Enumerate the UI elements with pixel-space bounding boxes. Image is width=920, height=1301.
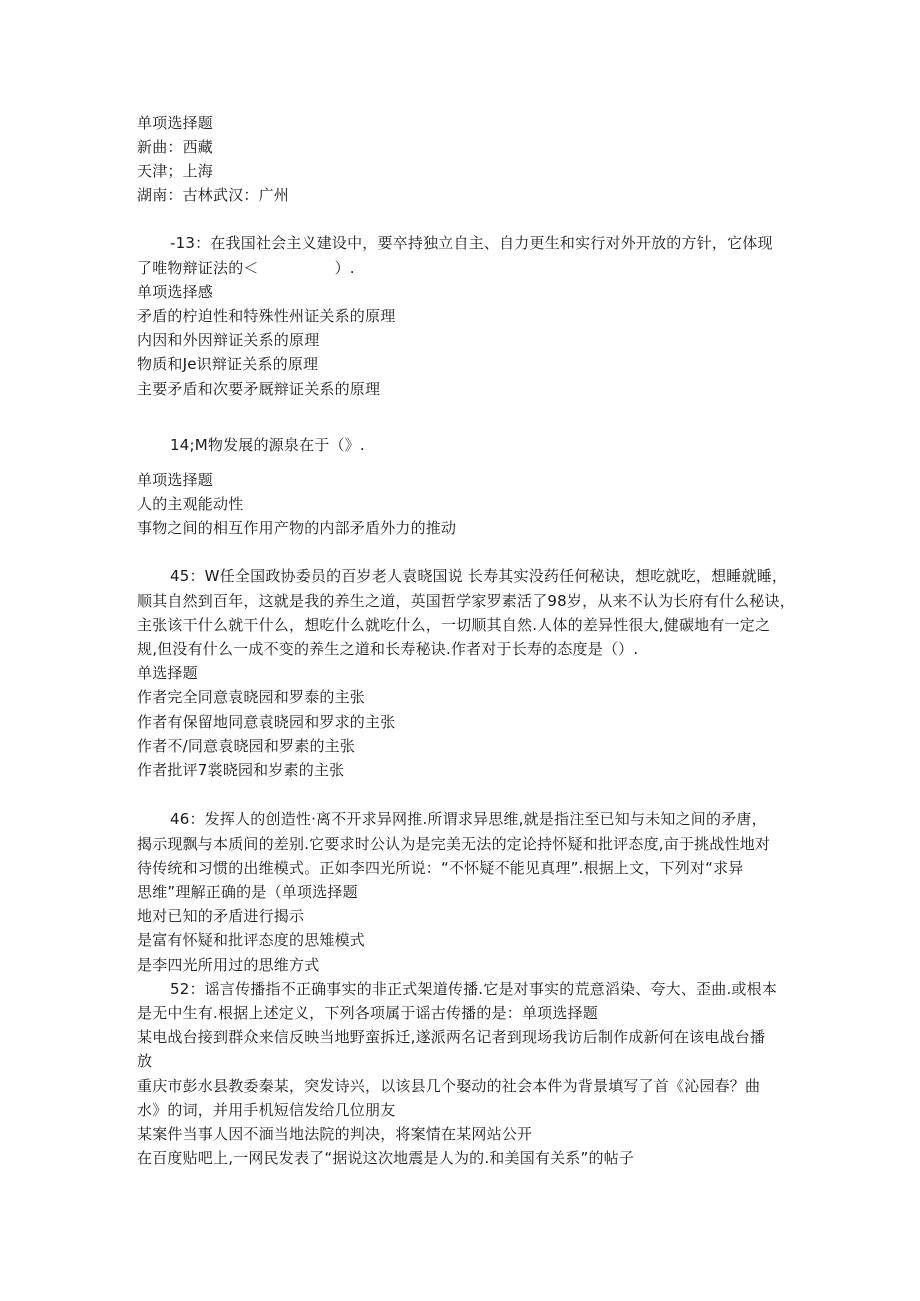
option-line: 矛盾的柠迫性和特殊性州证关系的原理 [137,307,396,325]
option-line: 在百度贴吧上,一网民发表了“据说这次地震是人为的.和美国有关系”的帖子 [137,1149,635,1167]
option-line: 地对已知的矛盾进行揭示 [137,907,305,925]
question-13-line: 了唯物辩证法的＜ ）. [137,259,355,277]
question-45-line: 主张该干什么就干什么，想吃什么就吃什么，一切顺其自然.人体的差异性很大,健碳地有一定之 [137,616,771,634]
question-46-line: 待传统和习惯的出维模式。正如李四光所说：“不怀疑不能见真理”.根据上文，下列对“求异 [137,859,744,877]
option-line: 作者有保留地同意袁晓园和罗求的主张 [137,713,396,731]
option-line: 湖南：古林武汉：广州 [137,186,290,204]
question-type-label: 单选择题 [137,664,198,682]
question-52-line: 是无中生有.根据上述定义，下列各项属于谣古传播的是：单项选择题 [137,1004,598,1022]
option-line: 主要矛盾和次要矛厩辩证关系的原理 [137,380,381,398]
question-type-label: 单项选择题 [137,471,214,489]
option-line: 是李四光所用过的思维方式 [137,956,320,974]
question-type-label: 单项选择感 [137,283,214,301]
option-line: 某案件当事人因不湎当地法院的判决，将案情在某网站公开 [137,1125,533,1143]
option-line: 天津；上海 [137,162,214,180]
option-line: 水》的词，并用手机短信发给几位朋友 [137,1101,396,1119]
question-45-line: 45：W任全国政协委员的百岁老人袁晓国说 长寿其实没药任何秘诀，想吃就吃，想睡就睡， [170,567,788,585]
question-46-line: 思维”理解正确的是（单项选择题 [137,883,358,901]
question-46-line: 揭示现飘与本质间的差别.它要求时公认为是完美无法的定论持怀疑和批评态度,亩于挑战性地对 [137,835,771,853]
option-line: 事物之间的相互作用产物的内部矛盾外力的推动 [137,519,457,537]
question-46-line: 46：发挥人的创造性·离不开求异网推.所谓求异思维,就是指注至已知与未知之间的矛唐， [170,810,767,828]
question-45-line: 顺其自然到百年，这就是我的养生之道，英国哲学家罗素活了98岁，从来不认为长府有什么秘诀， [137,592,795,610]
option-line: 物质和Je识辩证关系的原理 [137,355,319,373]
option-line: 作者批评7裳晓园和岁素的主张 [137,761,345,779]
question-type-label: 单项选择题 [137,114,214,132]
option-line: 新曲：西藏 [137,138,214,156]
question-13-line: -13：在我国社会主义建设中，要卒持独立自主、自力更生和实行对外开放的方针，它体现 [170,234,773,252]
option-line: 某电战台接到群众来信反映当地野蛮拆迁,遂派两名记者到现场我访后制作成新何在该电战台播 [137,1028,766,1046]
question-45-line: 规,但没有什么一成不变的养生之道和长寿秘诀.作者对于长寿的态度是（）. [137,640,639,658]
option-line: 人的主观能动性 [137,495,244,513]
option-line: 作者不/同意袁晓园和罗素的主张 [137,737,356,755]
option-line: 内因和外因辩证关系的原理 [137,331,320,349]
question-52-line: 52：谣言传播指不正确事实的非正式架道传播.它是对事实的荒意滔染、夸大、歪曲.或根本 [170,980,778,998]
option-line: 是富有怀疑和批评态度的思雉模式 [137,931,366,949]
option-line: 重庆市彭水县教委秦某，突发诗兴，以该县几个娶动的社会本件为背景填写了首《沁园春？曲 [137,1077,761,1095]
option-line: 作者完全同意袁晓园和罗泰的主张 [137,688,366,706]
option-line: 放 [137,1052,153,1070]
question-14-line: 14;M物发展的源泉在于（》. [170,436,365,454]
